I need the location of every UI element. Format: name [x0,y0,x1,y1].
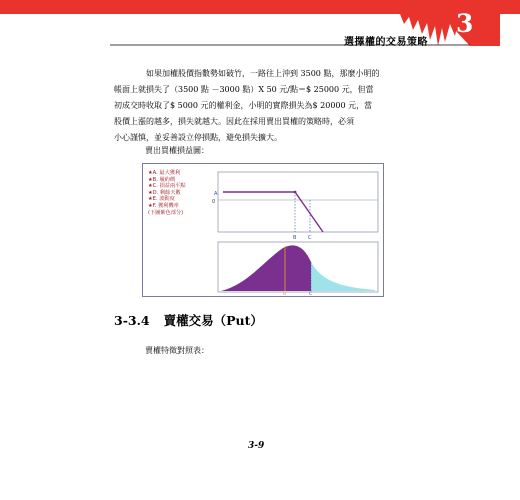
section-heading [114,311,277,329]
label-c: C [308,235,312,241]
label-zero: 0 [212,199,216,205]
payoff-figure [142,163,384,297]
chapter-number: 3 [456,9,474,38]
paragraph-line: 股價上漲的越多，損失就越大。因此在採用賣出買權的策略時，必須 [114,117,354,126]
legend-item: ★C. 損益兩平點 [148,183,186,190]
legend-item: (下圖紫色部分) [148,209,184,216]
label-b: B [293,235,297,241]
section-number: 3-3.4 [114,313,150,328]
page-header [0,0,520,60]
section-title: 賣權交易（Put） [163,313,263,328]
strike-point [294,191,297,194]
figure-graphics [143,164,383,296]
paragraph-line: 如果加權股價指數勢如破竹，一路往上沖到 3500 點，那麼小明的 [146,69,380,78]
payoff-panel [218,172,378,232]
label-a: A [214,191,218,197]
paragraph-line: 帳面上就損失了（3500 點 －3000 點）X 50 元/點＝$ 25000 元，但當 [114,85,374,94]
header-title: 選擇權的交易策略 [344,37,428,48]
legend-item: ★B. 履約價 [148,176,176,183]
paragraph-line: 小心謹慎，並妥善設立停損點，避免損失擴大。 [114,133,282,142]
label-c-bottom: C [309,292,313,296]
body-line: 賣權特徵對照表： [145,346,209,355]
legend-item: ★D. 剩餘天數 [148,189,181,196]
legend-item: ★F. 獲利機率 [148,202,179,209]
header-banner [0,0,520,60]
paragraph-line: 初成交時收取了$ 5000 元的權利金，小明的實際損失為$ 20000 元，當 [114,101,373,110]
page-number: 3-9 [248,441,265,451]
legend-item: ★E. 波動度 [148,196,175,203]
figure-caption: 賣出買權損益圖： [145,146,209,155]
body-paragraph [114,66,416,146]
label-b-bottom: B [283,292,287,296]
legend-item: ★A. 最大獲利 [148,170,181,176]
